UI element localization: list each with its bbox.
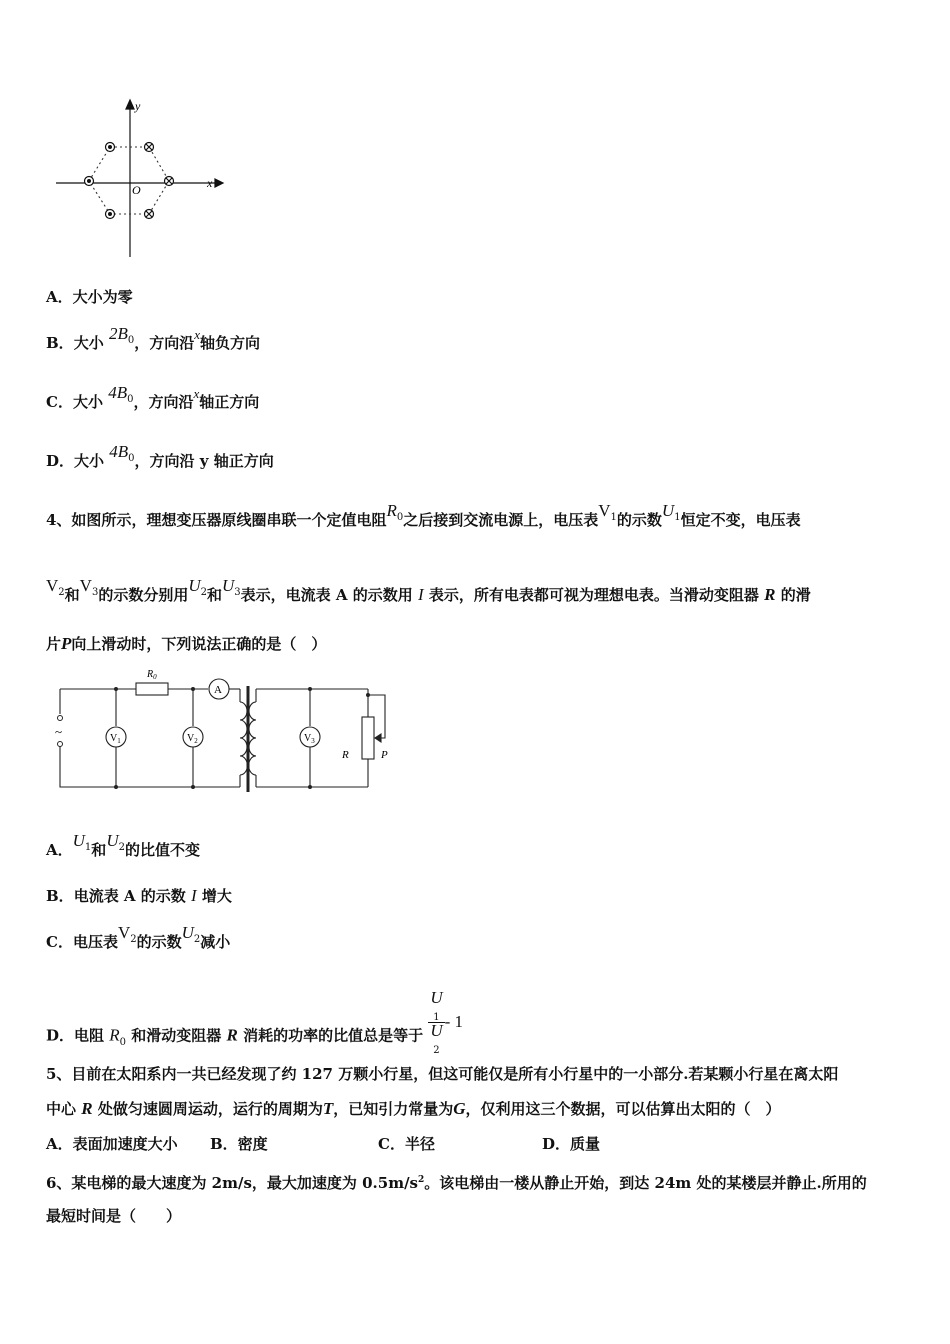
figure-transformer-circuit <box>48 662 398 797</box>
secondary-coil <box>249 702 256 775</box>
fraction-u1-over-u2: U 1 U 2 <box>430 988 443 1056</box>
figure-coordinate-hexagon <box>50 95 230 265</box>
p-label: P <box>381 749 388 761</box>
q4-option-b: B．电流表 A 的示数 I 增大 <box>46 886 232 905</box>
q5-option-c: C．半径 <box>378 1135 435 1153</box>
q5-option-b: B．密度 <box>210 1135 268 1153</box>
x-axis-label: x <box>207 176 213 190</box>
wire-in-bottom-right <box>145 210 154 219</box>
q4-option-d: D．电阻 $R_0$ 和滑动变阻器 R 消耗的功率的比值总是等于 U 1 U 2 - 1 <box>46 988 464 1056</box>
q6-stem-line2: 最短时间是（ ） <box>46 1207 182 1225</box>
q4-stem-line1: 4、如图所示，理想变压器原线圈串联一个定值电阻$R_0$之后接到交流电源上，电压表$V_1$的示数$U_1$恒定不变，电压表 <box>46 501 801 529</box>
y-axis-arrow <box>126 100 134 109</box>
q4-option-c: C．电压表$V_2$的示数$U_2$减小 <box>46 923 231 951</box>
primary-bottom-wire <box>60 744 240 787</box>
primary-coil <box>240 702 247 775</box>
q6-stem-line1: 6、某电梯的最大速度为 2m/s，最大加速度为 $0.5m/s^2$。该电梯由一楼从静止开始，到达 24m 处的某楼层并静止.所用的 <box>46 1174 867 1192</box>
q5-stem-line1: 5、目前在太阳系内一共已经发现了约 127 万颗小行星，但这可能仅是所有小行星中的一小部分.若某颗小行星在离太阳 <box>46 1065 839 1083</box>
q5-option-d: D．质量 <box>542 1135 601 1153</box>
source-terminal-bottom <box>58 742 63 747</box>
r0-label: $R_0$ <box>147 669 157 681</box>
v3-label: $V_3$ <box>304 733 315 745</box>
v2-label: $V_2$ <box>187 733 198 745</box>
q5-option-a: A．表面加速度大小 <box>46 1135 178 1153</box>
x-axis-arrow <box>215 179 223 187</box>
resistor-r0 <box>136 683 168 695</box>
wire-in-top-right <box>145 143 154 152</box>
v1-label: $V_1$ <box>110 733 121 745</box>
slider-p-arrow <box>375 734 381 742</box>
source-symbol: ~ <box>55 724 63 739</box>
q3-option-b: B．大小 $2B_0$，方向沿x轴负方向 <box>46 324 261 352</box>
q5-stem-line2: 中心 R 处做匀速圆周运动，运行的周期为T，已知引力常量为G，仅利用这三个数据，可以估算出太阳的（ ） <box>46 1099 781 1118</box>
origin-label: O <box>132 183 141 197</box>
r-label: R <box>342 749 349 761</box>
q3-option-a: A．大小为零 <box>46 288 133 306</box>
wire-out-top-left <box>106 143 115 152</box>
ammeter-label: A <box>214 684 222 696</box>
wire-out-bottom-left <box>106 210 115 219</box>
y-axis-label: y <box>135 99 141 113</box>
q4-option-a: A．$U_1$和$U_2$的比值不变 <box>46 831 200 859</box>
wire-in-right <box>165 177 174 186</box>
q3-option-d: D．大小 $4B_0$，方向沿 y 轴正方向 <box>46 442 274 470</box>
hexagon-dotted <box>89 147 169 214</box>
q3-option-c: C．大小 $4B_0$，方向沿x轴正方向 <box>46 383 260 411</box>
rheostat-r <box>362 717 374 759</box>
q4-stem-line2: $V_2$和$V_3$的示数分别用$U_2$和$U_3$表示，电流表 A 的示数用 I 表示，所有电表都可视为理想电表。当滑动变阻器 R 的滑 <box>46 576 811 604</box>
wire-out-left <box>85 177 94 186</box>
q4-stem-line3: 片P向上滑动时，下列说法正确的是（ ） <box>46 634 327 653</box>
source-terminal-top <box>58 716 63 721</box>
